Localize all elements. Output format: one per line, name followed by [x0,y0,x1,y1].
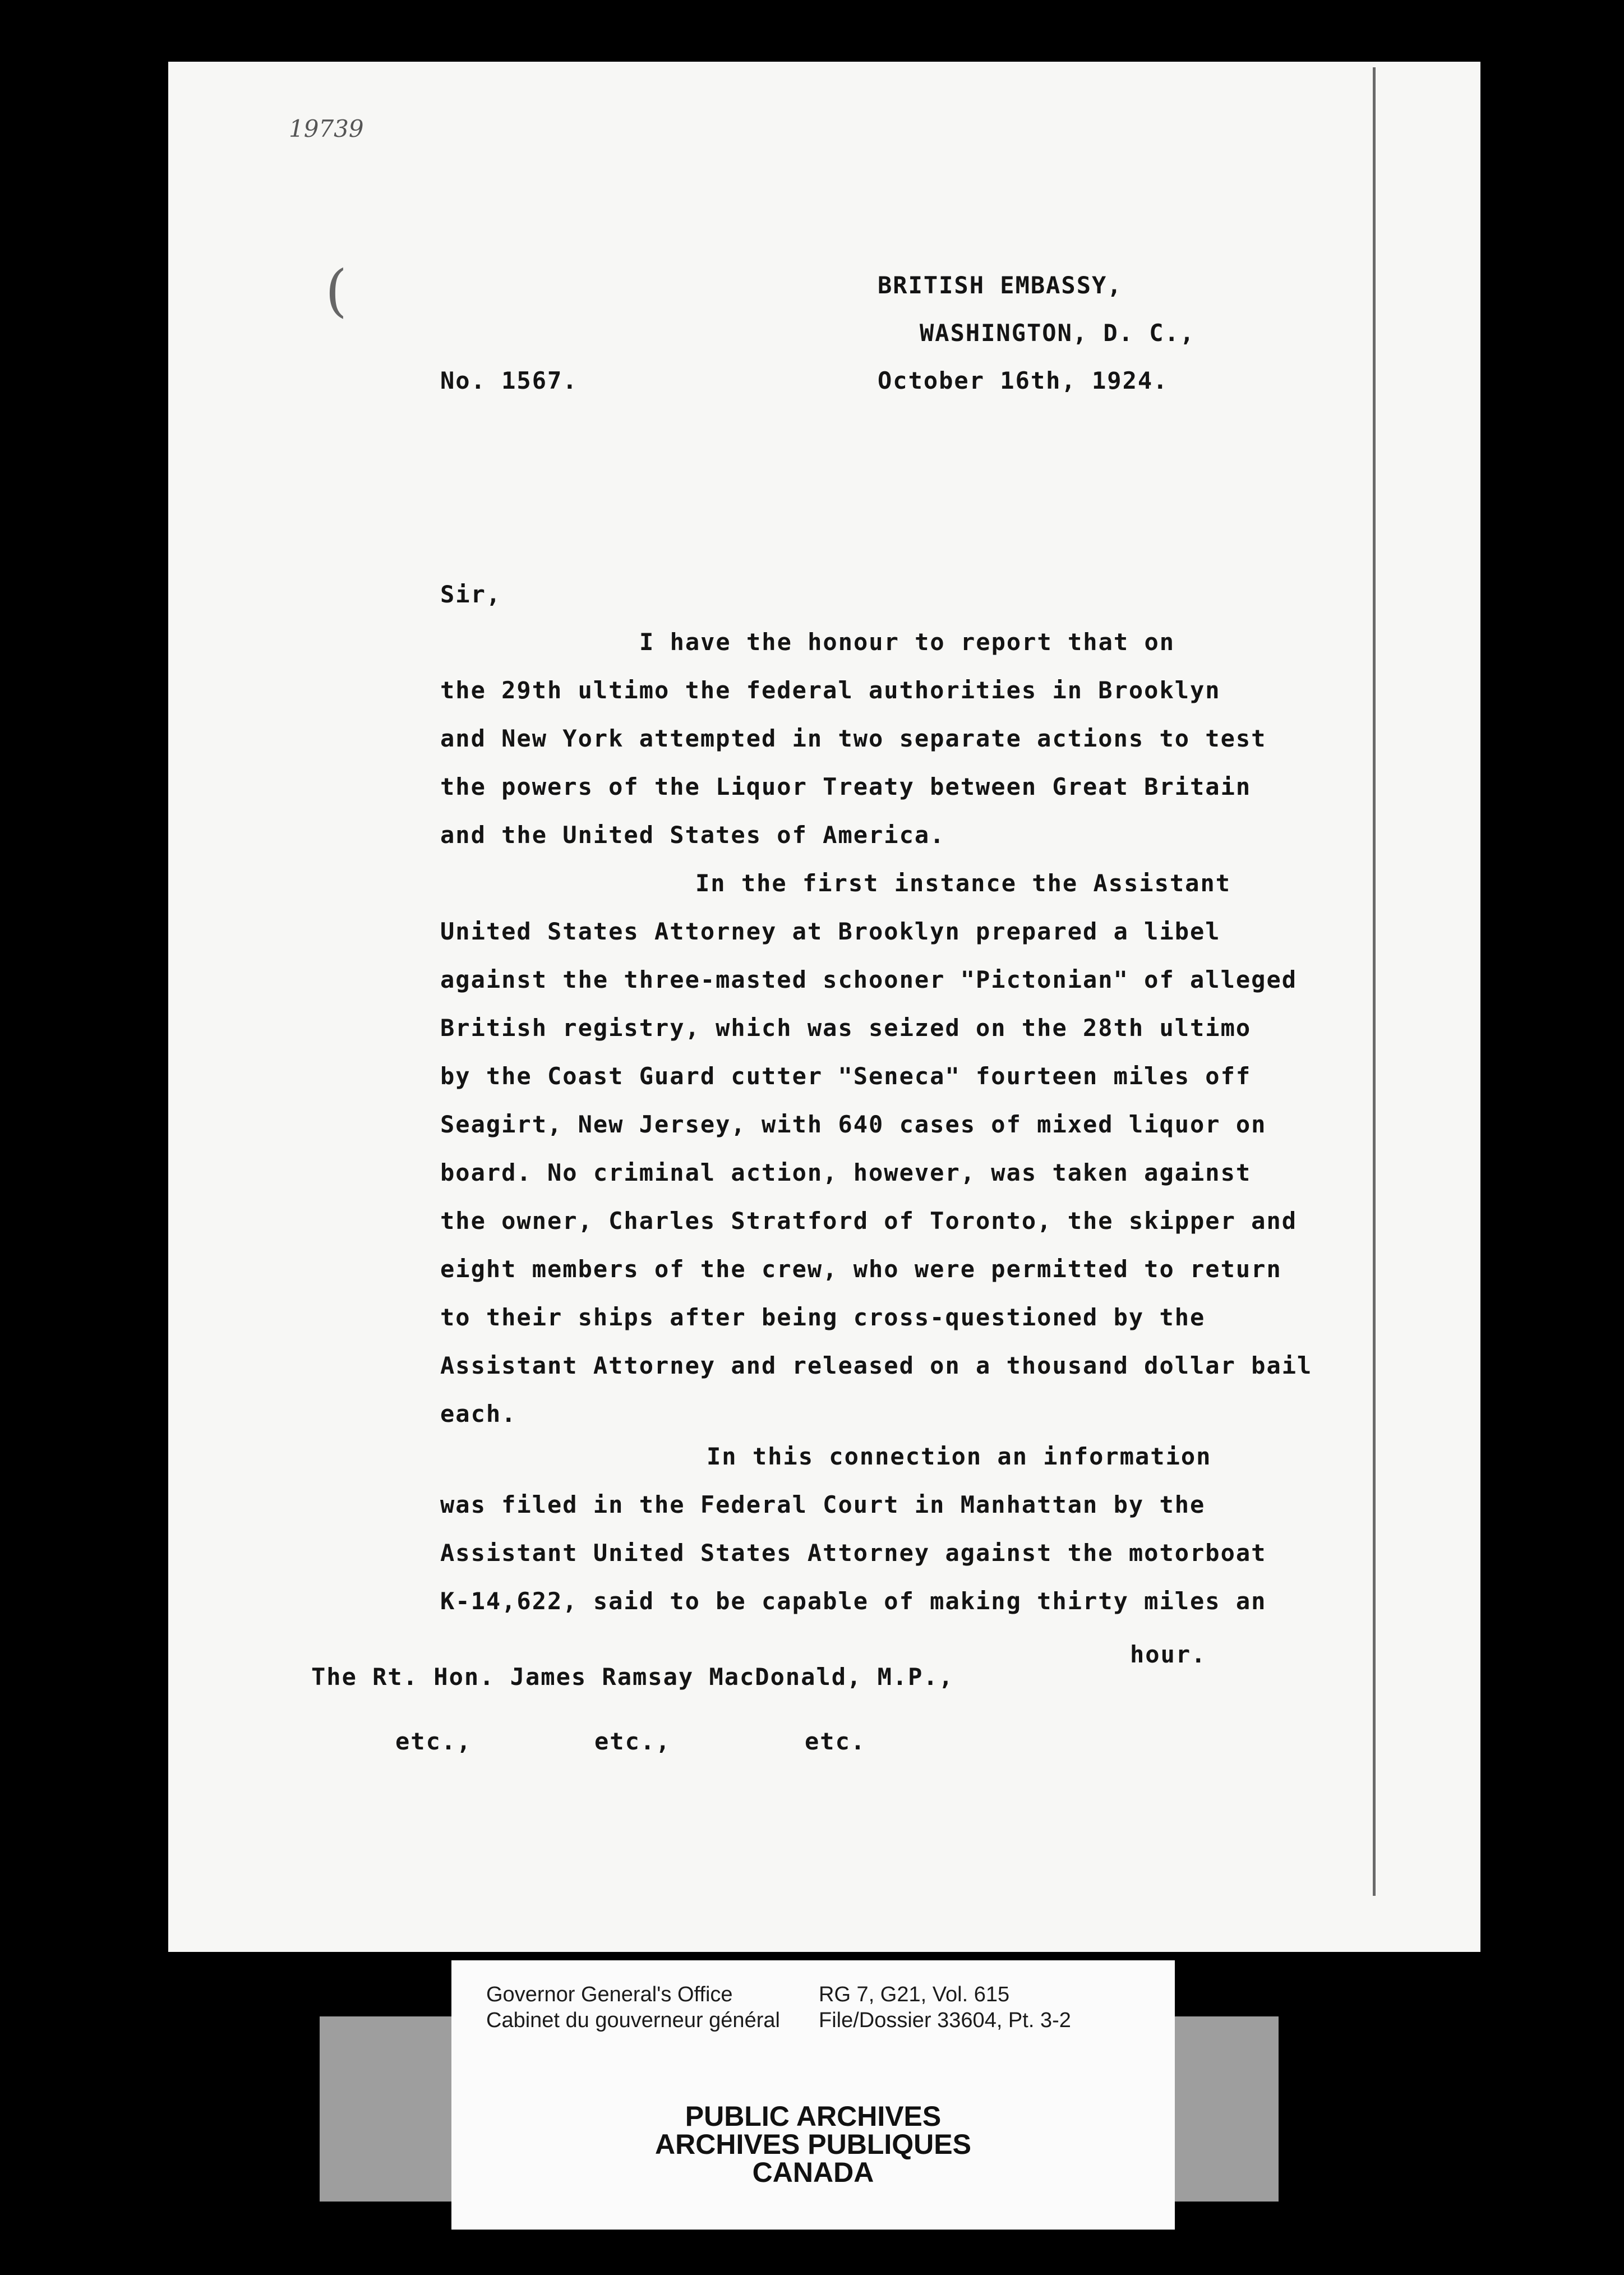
body-line: Seagirt, New Jersey, with 640 cases of mixed liquor on [440,1111,1267,1138]
record-group-ref: RG 7, G21, Vol. 615 [819,1983,1010,2006]
body-line: Assistant United States Attorney against the motorboat [440,1539,1267,1567]
salutation: Sir, [440,581,502,608]
body-line: and New York attempted in two separate actions to test [440,725,1267,752]
archives-stamp-country: CANADA [752,2157,874,2188]
letter-date: October 16th, 1924. [878,367,1169,394]
office-name-en: Governor General's Office [486,1983,733,2006]
body-line: In the first instance the Assistant [695,869,1231,897]
catchword: hour. [1130,1641,1207,1668]
body-line: and the United States of America. [440,821,945,849]
archives-stamp-fr: ARCHIVES PUBLIQUES [655,2129,971,2160]
letterhead-embassy: BRITISH EMBASSY, [878,271,1123,299]
body-line: each. [440,1400,517,1427]
office-name-fr: Cabinet du gouverneur général [486,2009,780,2032]
body-line: board. No criminal action, however, was taken against [440,1159,1252,1186]
body-line: was filed in the Federal Court in Manhattan by the [440,1491,1206,1518]
archive-label [451,1960,1175,2230]
etc-item: etc. [805,1728,866,1755]
body-line: by the Coast Guard cutter "Seneca" fourteen miles off [440,1062,1252,1090]
body-line: British registry, which was seized on the 28th ultimo [440,1014,1252,1042]
body-line: the 29th ultimo the federal authorities in Brooklyn [440,676,1221,704]
body-line: the owner, Charles Stratford of Toronto, the skipper and [440,1207,1298,1235]
body-line: Assistant Attorney and released on a thousand dollar bail [440,1352,1313,1379]
body-line: to their ships after being cross-questioned by the [440,1304,1206,1331]
body-line: In this connection an information [707,1443,1212,1470]
pencil-mark: ( [325,258,348,324]
handwritten-reference: 19739 [289,115,364,142]
page-edge-line [1373,67,1376,1896]
etc-item: etc., [594,1728,671,1755]
file-ref: File/Dossier 33604, Pt. 3-2 [819,2009,1071,2032]
letterhead-city: WASHINGTON, D. C., [920,319,1196,347]
body-line: against the three-masted schooner "Pictonian" of alleged [440,966,1298,993]
label-tab-left [320,2016,460,2202]
label-tab-right [1172,2016,1279,2202]
body-line: United States Attorney at Brooklyn prepared a libel [440,918,1221,945]
body-line: the powers of the Liquor Treaty between Great Britain [440,773,1252,800]
reference-number: No. 1567. [440,367,578,394]
body-line: eight members of the crew, who were permitted to return [440,1255,1282,1283]
addressee: The Rt. Hon. James Ramsay MacDonald, M.P., [311,1663,954,1691]
body-line: K-14,622, said to be capable of making thirty miles an [440,1587,1267,1615]
etc-item: etc., [395,1728,472,1755]
archives-stamp-en: PUBLIC ARCHIVES [685,2101,942,2132]
body-line: I have the honour to report that on [639,628,1175,656]
